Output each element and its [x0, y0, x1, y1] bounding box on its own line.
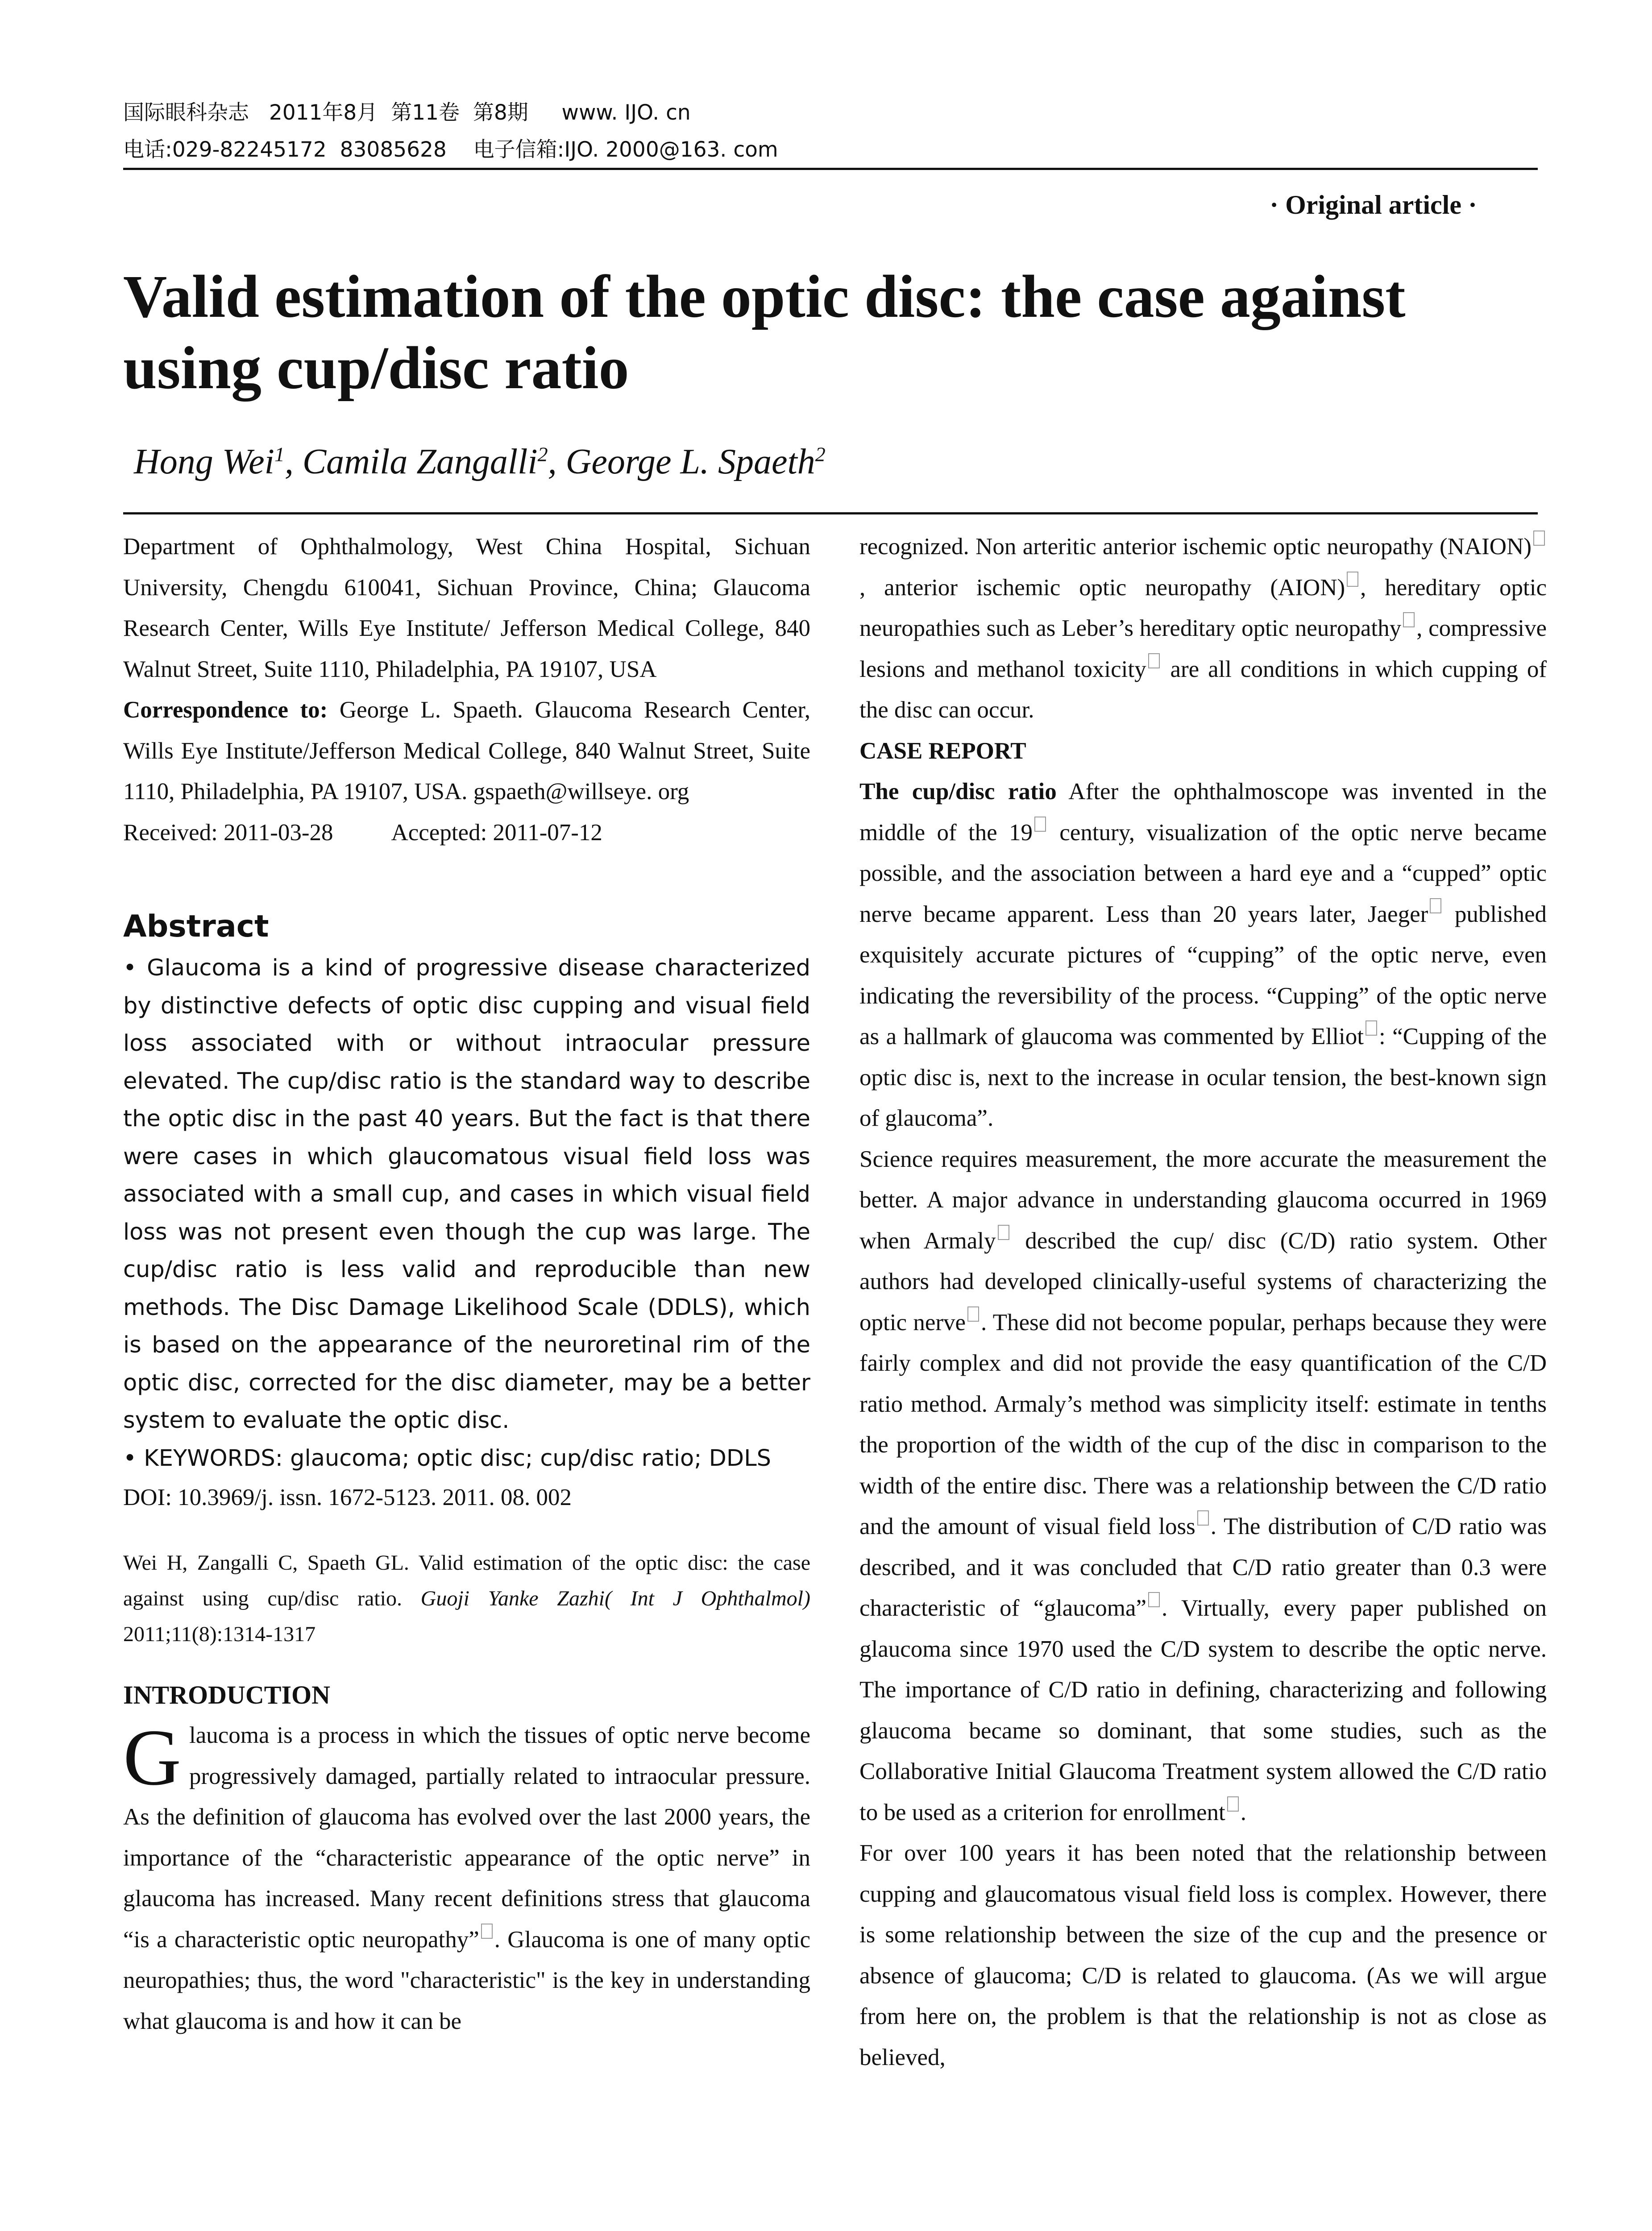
reference-mark-icon — [1034, 817, 1046, 832]
text-run: . — [1240, 1799, 1246, 1825]
reference-mark-icon — [1148, 653, 1160, 668]
right-column — [859, 527, 1547, 2078]
text-run: are all conditions in which cupping of the disc can occur. — [859, 656, 1547, 723]
reference-mark-icon — [1533, 531, 1545, 546]
reference-mark-icon — [1347, 572, 1358, 587]
right-paragraph-2 — [859, 1139, 1547, 1833]
text-run: . The distribution of C/D ratio was described, and it was concluded that C/D ratio greater than 0.3 were characteristic of “glaucoma” — [859, 1514, 1547, 1621]
text-run: described the cup/ disc (C/D) ratio system. Other authors had developed clinically-useful systems of characterizing the optic nerve — [859, 1227, 1547, 1335]
header-rule — [123, 168, 1538, 170]
citation — [123, 1545, 810, 1652]
case-report-heading: CASE REPORT — [859, 738, 1026, 764]
citation-ref: 2011;11(8):1314-1317 — [123, 1622, 316, 1646]
cup-disc-heading: The cup/disc ratio — [859, 779, 1057, 804]
author-name: Camila Zangalli — [302, 442, 538, 481]
text-run: recognized. Non arteritic anterior ischemic optic neuropathy (NAION) — [859, 534, 1532, 560]
received-date: Received: 2011-03-28 — [123, 819, 333, 846]
author-list: Hong Wei$^1$, Camila Zangalli$^2$, George L. Spaeth$^2$ — [134, 442, 826, 481]
citation-journal: Guoji Yanke Zazhi( Int J Ophthalmol) — [420, 1586, 811, 1610]
text-run: , hereditary optic neuropathies such as Leber’s hereditary optic neuropathy — [859, 574, 1547, 641]
reference-mark-icon — [1366, 1020, 1377, 1036]
author-affil-mark: 1 — [274, 443, 285, 466]
abstract-heading: Abstract — [123, 909, 269, 944]
abstract-body: • Glaucoma is a kind of progressive disease characterized by distinctive defects of optic disc cupping and visual field loss associated with or without intraocular pressure elevated. The cup/disc ratio is the standard way to describe the optic disc in the past 40 years. But the fact is that there were cases in which glaucomatous visual field loss was associated with a small cup, and cases in which visual field loss was not present even though the cup was large. The cup/disc ratio is less valid and reproducible than new methods. The Disc Damage Likelihood Scale (DDLS), which is based on the appearance of the neuroretinal rim of the optic disc, corrected for the disc diameter, may be a better system to evaluate the optic disc. — [123, 955, 810, 1434]
correspondence-label: Correspondence to: — [123, 697, 328, 723]
text-run: . These did not become popular, perhaps because they were fairly complex and did not provide the easy quantification of the C/D ratio method. Armaly’s method was simplicity itself: estimate in tenths the proportion of the width of the cup of the disc in comparison to the width of the entire disc. There was a relationship between the C/D ratio and the amount of visual field loss — [859, 1309, 1547, 1539]
introduction-paragraph — [123, 1715, 810, 2042]
text-run: century, visualization of the optic nerve became possible, and the association between a hard eye and a “cupped” optic nerve became apparent. Less than 20 years later, Jaeger — [859, 819, 1547, 927]
text-run: After the ophthalmoscope was invented in the middle of the 19 — [859, 779, 1547, 846]
right-paragraph-1 — [859, 771, 1547, 1139]
intro-text-cont: . Glaucoma is one of many optic neuropathies; thus, the word "characteristic" is the key in understanding what glaucoma is and how it can be — [123, 1926, 810, 2034]
text-run: Science requires measurement, the more accurate the measurement the better. A major advance in understanding glaucoma occurred in 1969 when Armaly — [859, 1146, 1547, 1254]
keywords: • KEYWORDS: glaucoma; optic disc; cup/disc ratio; DDLS — [123, 1445, 771, 1472]
reference-mark-icon — [967, 1306, 979, 1322]
reference-mark-icon — [998, 1225, 1009, 1240]
drop-cap: G — [123, 1713, 181, 1802]
text-run: , compressive lesions and methanol toxicity — [859, 615, 1547, 682]
reference-mark-icon — [1403, 612, 1415, 627]
text-run: . Virtually, every paper published on glaucoma since 1970 used the C/D system to describe the optic nerve. The importance of C/D ratio in defining, characterizing and following glaucoma became so dominant, that some studies, such as the Collaborative Initial Glaucoma Treatment system allowed the C/D ratio to be used as a criterion for enrollment — [859, 1595, 1547, 1825]
author-affil-mark: 2 — [537, 443, 548, 466]
left-column — [123, 527, 810, 2042]
reference-mark-icon — [481, 1924, 493, 1939]
text-run: published exquisitely accurate pictures of “cupping” of the optic nerve, even indicating the reversibility of the process. “Cupping” of the optic nerve as a hallmark of glaucoma was commented by Elliot — [859, 901, 1547, 1049]
accepted-date: Accepted: 2011-07-12 — [391, 819, 602, 846]
author-rule — [123, 512, 1538, 514]
journal-header-line1: 国际眼科杂志 2011年8月 第11卷 第8期 www. IJO. cn — [123, 100, 691, 125]
affiliation: Department of Ophthalmology, West China Hospital, Sichuan University, Chengdu 610041, Sichuan Province, China; Glaucoma Research Center, Wills Eye Institute/ Jefferson Medical College, 840 Walnut Street, Suite 1110, Philadelphia, PA 19107, USA — [123, 534, 810, 682]
reference-mark-icon — [1227, 1796, 1239, 1812]
correspondence — [123, 690, 810, 813]
text-run: : “Cupping of the optic disc is, next to the increase in ocular tension, the best-known sign of glaucoma”. — [859, 1024, 1547, 1131]
author-name: George L. Spaeth — [565, 442, 815, 481]
right-paragraph-3: For over 100 years it has been noted that the relationship between cupping and glaucomatous visual field loss is complex. However, there is some relationship between the size of the cup and the presence or absence of glaucoma; C/D is related to glaucoma. (As we will argue from here on, the problem is that the relationship is not as close as believed, — [859, 1840, 1547, 2070]
section-tag: · Original article · — [1270, 190, 1477, 220]
intro-text: laucoma is a process in which the tissues of optic nerve become progressively damaged, partially related to intraocular pressure. As the definition of glaucoma has evolved over the last 2000 years, the importance of the “characteristic appearance of the optic nerve” in glaucoma has increased. Many recent definitions stress that glaucoma “is a characteristic optic neuropathy” — [123, 1722, 810, 1953]
introduction-heading: INTRODUCTION — [123, 1680, 331, 1709]
journal-header-line2: 电话:029-82245172 83085628 电子信箱:IJO. 2000@163. com — [123, 137, 778, 162]
reference-mark-icon — [1148, 1592, 1160, 1607]
text-run: , anterior ischemic optic neuropathy (AION) — [859, 574, 1345, 601]
reference-mark-icon — [1197, 1510, 1209, 1526]
correspondence-text: George L. Spaeth. Glaucoma Research Center, Wills Eye Institute/Jefferson Medical College, 840 Walnut Street, Suite 1110, Philadelphia, PA 19107, USA. gspaeth@willseye. org — [123, 697, 810, 804]
reference-mark-icon — [1430, 898, 1441, 913]
doi: DOI: 10.3969/j. issn. 1672-5123. 2011. 08. 002 — [123, 1485, 572, 1510]
author-affil-mark: 2 — [815, 443, 826, 466]
author-name: Hong Wei — [134, 442, 274, 481]
dates — [123, 813, 810, 854]
article-title: Valid estimation of the optic disc: the case against using cup/disc ratio — [123, 263, 1406, 402]
citation-text: Wei H, Zangalli C, Spaeth GL. Valid estimation of the optic disc: the case against using cup/disc ratio. — [123, 1551, 810, 1610]
right-paragraph-0 — [859, 527, 1547, 731]
